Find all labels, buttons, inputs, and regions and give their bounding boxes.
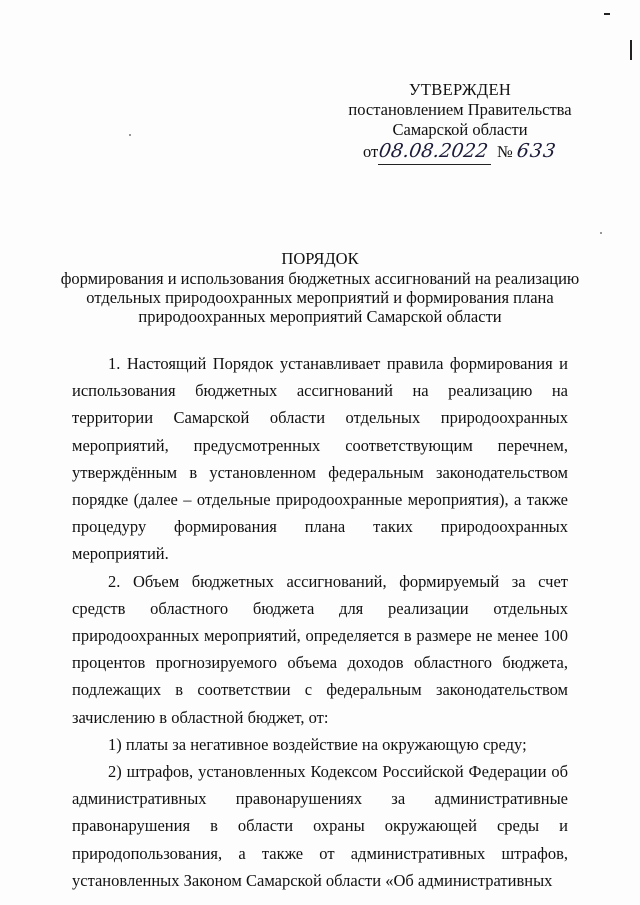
paragraph: 2) штрафов, установленных Кодексом Российской Федерации об административных правонарушениях за административные правонарушения в области охраны окружающей среды и природопользования, а также от административных штрафов, установленных Законом Самарской области «Об административных [72, 762, 568, 890]
paragraph: 1) платы за негативное воздействие на окружающую среду; [108, 734, 527, 754]
handwritten-date: 08.08.2022 [378, 139, 491, 165]
resolution-date-number [363, 139, 563, 165]
title-line: отдельных природоохранных мероприятий и формирования плана [86, 288, 554, 307]
approval-block [330, 80, 590, 140]
number-prefix: № [497, 142, 513, 161]
paragraph: 2. Объем бюджетных ассигнований, формируемый за счет средств областного бюджета для реализации отдельных природоохранных мероприятий, определяется в размере не менее 100 процентов прогнозируемого объема доходов областного бюджета, подлежащих в соответствии с федеральным законодательством зачислению в областной бюджет, от: [72, 571, 568, 727]
approval-line: постановлением Правительства [348, 100, 572, 119]
title-line: формирования и использования бюджетных ассигнований на реализацию [60, 269, 580, 288]
scan-mark [604, 13, 610, 15]
date-prefix: от [363, 142, 379, 161]
document-body [72, 350, 568, 894]
document-title [60, 249, 580, 326]
approval-title: УТВЕРЖДЕН [408, 80, 512, 99]
scan-mark [630, 40, 632, 60]
scan-speck [600, 232, 602, 234]
scan-speck [129, 134, 131, 136]
title-main: ПОРЯДОК [281, 249, 359, 268]
approval-line: Самарской области [392, 120, 528, 139]
title-line: природоохранных мероприятий Самарской области [138, 307, 502, 326]
paragraph: 1. Настоящий Порядок устанавливает правила формирования и использования бюджетных ассигнований на реализацию на территории Самарской области отдельных природоохранных мероприятий, предусмотренных соответствующим перечнем, утверждённым в установленном федеральным законодательством порядке (далее – отдельные природоохранные мероприятия), а также процедуру формирования плана таких природоохранных мероприятий. [72, 354, 568, 564]
handwritten-number: 633 [515, 140, 558, 162]
